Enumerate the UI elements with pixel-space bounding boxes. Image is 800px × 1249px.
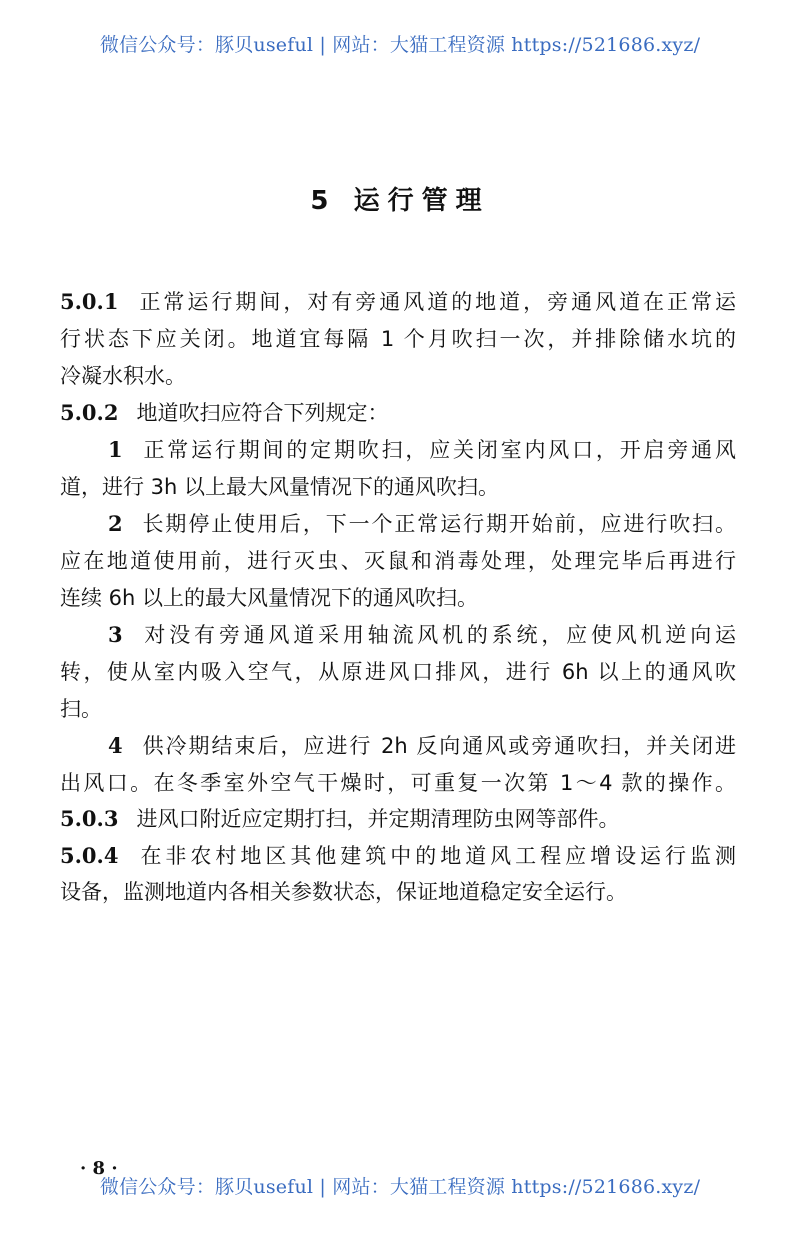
- clause-number: 5.0.4: [60, 843, 119, 868]
- item-text: 正常运行期间的定期吹扫，应关闭室内风口，开启旁通风: [140, 438, 736, 462]
- clause-5-0-4-line-1: [60, 841, 736, 871]
- clause-text: 进风口附近应定期打扫，并定期清理防虫网等部件。: [136, 807, 620, 831]
- item-number: 1: [108, 437, 123, 462]
- clause-number: 5.0.2: [60, 400, 119, 425]
- item-text: 长期停止使用后，下一个正常运行期开始前，应进行吹扫。: [140, 512, 736, 536]
- item-text: 对没有旁通风道采用轴流风机的系统，应使风机逆向运: [140, 623, 736, 647]
- item-text: 供冷期结束后，应进行 2h 反向通风或旁通吹扫，并关闭进: [140, 734, 736, 758]
- item-1-line-1: [108, 435, 736, 465]
- item-number: 3: [108, 622, 123, 647]
- text-line: 冷凝水积水。: [60, 364, 186, 388]
- text-line: 转，使从室内吸入空气，从原进风口排风，进行 6h 以上的通风吹: [60, 660, 736, 684]
- clause-text: 地道吹扫应符合下列规定：: [136, 401, 389, 425]
- item-number: 2: [108, 511, 123, 536]
- clause-number: 5.0.3: [60, 806, 119, 831]
- item-4-line-1: [108, 731, 736, 761]
- chapter-title: 5 运行管理: [310, 186, 490, 216]
- text-line: 连续 6h 以上的最大风量情况下的通风吹扫。: [60, 586, 479, 610]
- text-line: 应在地道使用前，进行灭虫、灭鼠和消毒处理，处理完毕后再进行: [60, 549, 736, 573]
- text-line: 设备，监测地道内各相关参数状态，保证地道稳定安全运行。: [60, 880, 627, 904]
- watermark-header: 微信公众号：豚贝useful | 网站：大猫工程资源 https://521686.xyz/: [99, 34, 701, 56]
- page-number: · 8 ·: [80, 1158, 118, 1179]
- clause-text: 正常运行期间，对有旁通风道的地道，旁通风道在正常运: [136, 290, 736, 314]
- clause-5-0-3-line: [60, 804, 736, 834]
- clause-5-0-1-line-1: [60, 287, 736, 317]
- clause-text: 在非农村地区其他建筑中的地道风工程应增设运行监测: [136, 844, 736, 868]
- clause-5-0-2-line: [60, 398, 736, 428]
- text-line: 道，进行 3h 以上最大风量情况下的通风吹扫。: [60, 475, 500, 499]
- text-line: 行状态下应关闭。地道宜每隔 1 个月吹扫一次，并排除储水坑的: [60, 327, 736, 351]
- text-line: 出风口。在冬季室外空气干燥时，可重复一次第 1～4 款的操作。: [60, 771, 736, 795]
- clause-number: 5.0.1: [60, 289, 119, 314]
- item-2-line-1: [108, 509, 736, 539]
- item-3-line-1: [108, 620, 736, 650]
- watermark-footer: 微信公众号：豚贝useful | 网站：大猫工程资源 https://521686.xyz/: [99, 1176, 701, 1198]
- text-line: 扫。: [60, 697, 102, 721]
- item-number: 4: [108, 733, 123, 758]
